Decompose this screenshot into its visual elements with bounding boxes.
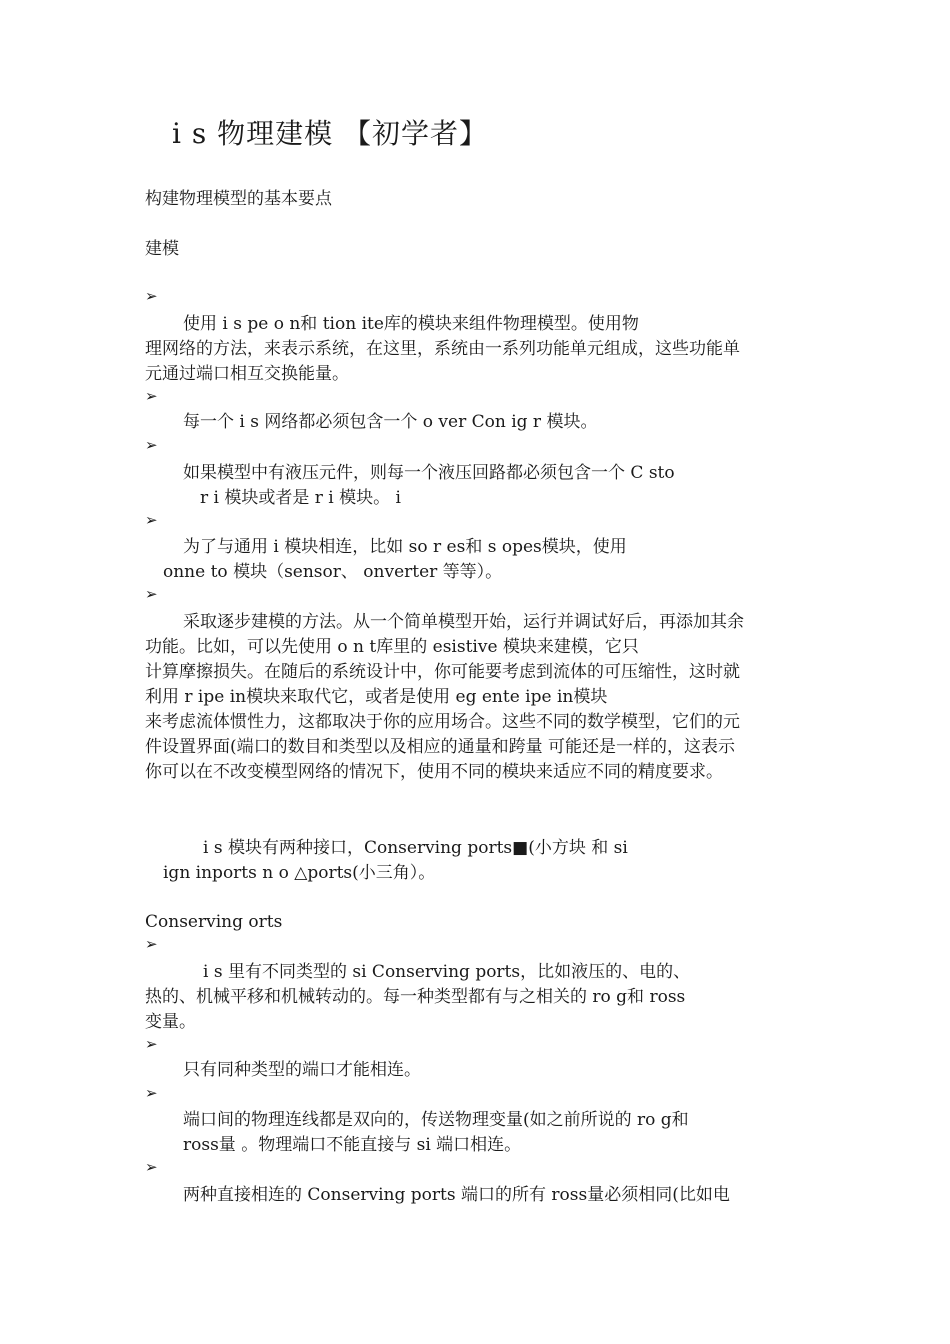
paragraph-line: 采取逐步建模的方法。从一个简单模型开始，运行并调试好后，再添加其余 xyxy=(183,612,744,632)
paragraph-line: 端口间的物理连线都是双向的，传送物理变量(如之前所说的 ro g和 xyxy=(183,1110,689,1130)
section-heading: 构建物理模型的基本要点 xyxy=(145,189,332,209)
bullet-icon: ➢ xyxy=(145,1035,158,1053)
paragraph-line: 计算摩擦损失。在随后的系统设计中，你可能要考虑到流体的可压缩性，这时就 xyxy=(145,662,740,682)
paragraph-line: 利用 r ipe in模块来取代它，或者是使用 eg ente ipe in模块 xyxy=(145,687,608,707)
paragraph-line: 只有同种类型的端口才能相连。 xyxy=(183,1060,421,1080)
bullet-icon: ➢ xyxy=(145,1084,158,1102)
bullet-icon: ➢ xyxy=(145,585,158,603)
paragraph-line: 两种直接相连的 Conserving ports 端口的所有 ross量必须相同(比如电 xyxy=(183,1185,730,1205)
paragraph-line: 每一个 i s 网络都必须包含一个 o ver Con ig r 模块。 xyxy=(183,412,598,432)
paragraph-line: onne to 模块（sensor、 onverter 等等）。 xyxy=(163,562,503,582)
bullet-icon: ➢ xyxy=(145,935,158,953)
paragraph-line: 使用 i s pe o n和 tion ite库的模块来组件物理模型。使用物 xyxy=(183,314,639,334)
page-title: i s 物理建模 【初学者】 xyxy=(172,117,489,150)
paragraph-line: ign inports n o △ports(小三角）。 xyxy=(163,863,436,883)
paragraph-line: ross量 。物理端口不能直接与 si 端口相连。 xyxy=(183,1135,522,1155)
bullet-icon: ➢ xyxy=(145,287,158,305)
paragraph-line: 为了与通用 i 模块相连，比如 so r es和 s opes模块，使用 xyxy=(183,537,627,557)
paragraph-line: i s 模块有两种接口，Conserving ports■(小方块 和 si xyxy=(203,838,628,858)
paragraph-line: 件设置界面(端口的数目和类型以及相应的通量和跨量 可能还是一样的，这表示 xyxy=(145,737,736,757)
bullet-icon: ➢ xyxy=(145,387,158,405)
paragraph-line: r i 模块或者是 r i 模块。 i xyxy=(200,488,401,508)
paragraph-line: 功能。比如，可以先使用 o n t库里的 esistive 模块来建模，它只 xyxy=(145,637,639,657)
paragraph-line: 你可以在不改变模型网络的情况下，使用不同的模块来适应不同的精度要求。 xyxy=(145,762,723,782)
paragraph-line: 热的、机械平移和机械转动的。每一种类型都有与之相关的 ro g和 ross xyxy=(145,987,686,1007)
bullet-icon: ➢ xyxy=(145,511,158,529)
paragraph-line: 元通过端口相互交换能量。 xyxy=(145,364,349,384)
subsection-heading: 建模 xyxy=(145,239,179,259)
bullet-icon: ➢ xyxy=(145,436,158,454)
bullet-icon: ➢ xyxy=(145,1158,158,1176)
paragraph-line: i s 里有不同类型的 si Conserving ports，比如液压的、电的、 xyxy=(203,962,691,982)
subsection-heading: Conserving orts xyxy=(145,912,283,932)
paragraph-line: 变量。 xyxy=(145,1012,196,1032)
paragraph-line: 理网络的方法，来表示系统，在这里，系统由一系列功能单元组成，这些功能单 xyxy=(145,339,740,359)
paragraph-line: 如果模型中有液压元件，则每一个液压回路都必须包含一个 C sto xyxy=(183,463,675,483)
paragraph-line: 来考虑流体惯性力，这都取决于你的应用场合。这些不同的数学模型，它们的元 xyxy=(145,712,740,732)
